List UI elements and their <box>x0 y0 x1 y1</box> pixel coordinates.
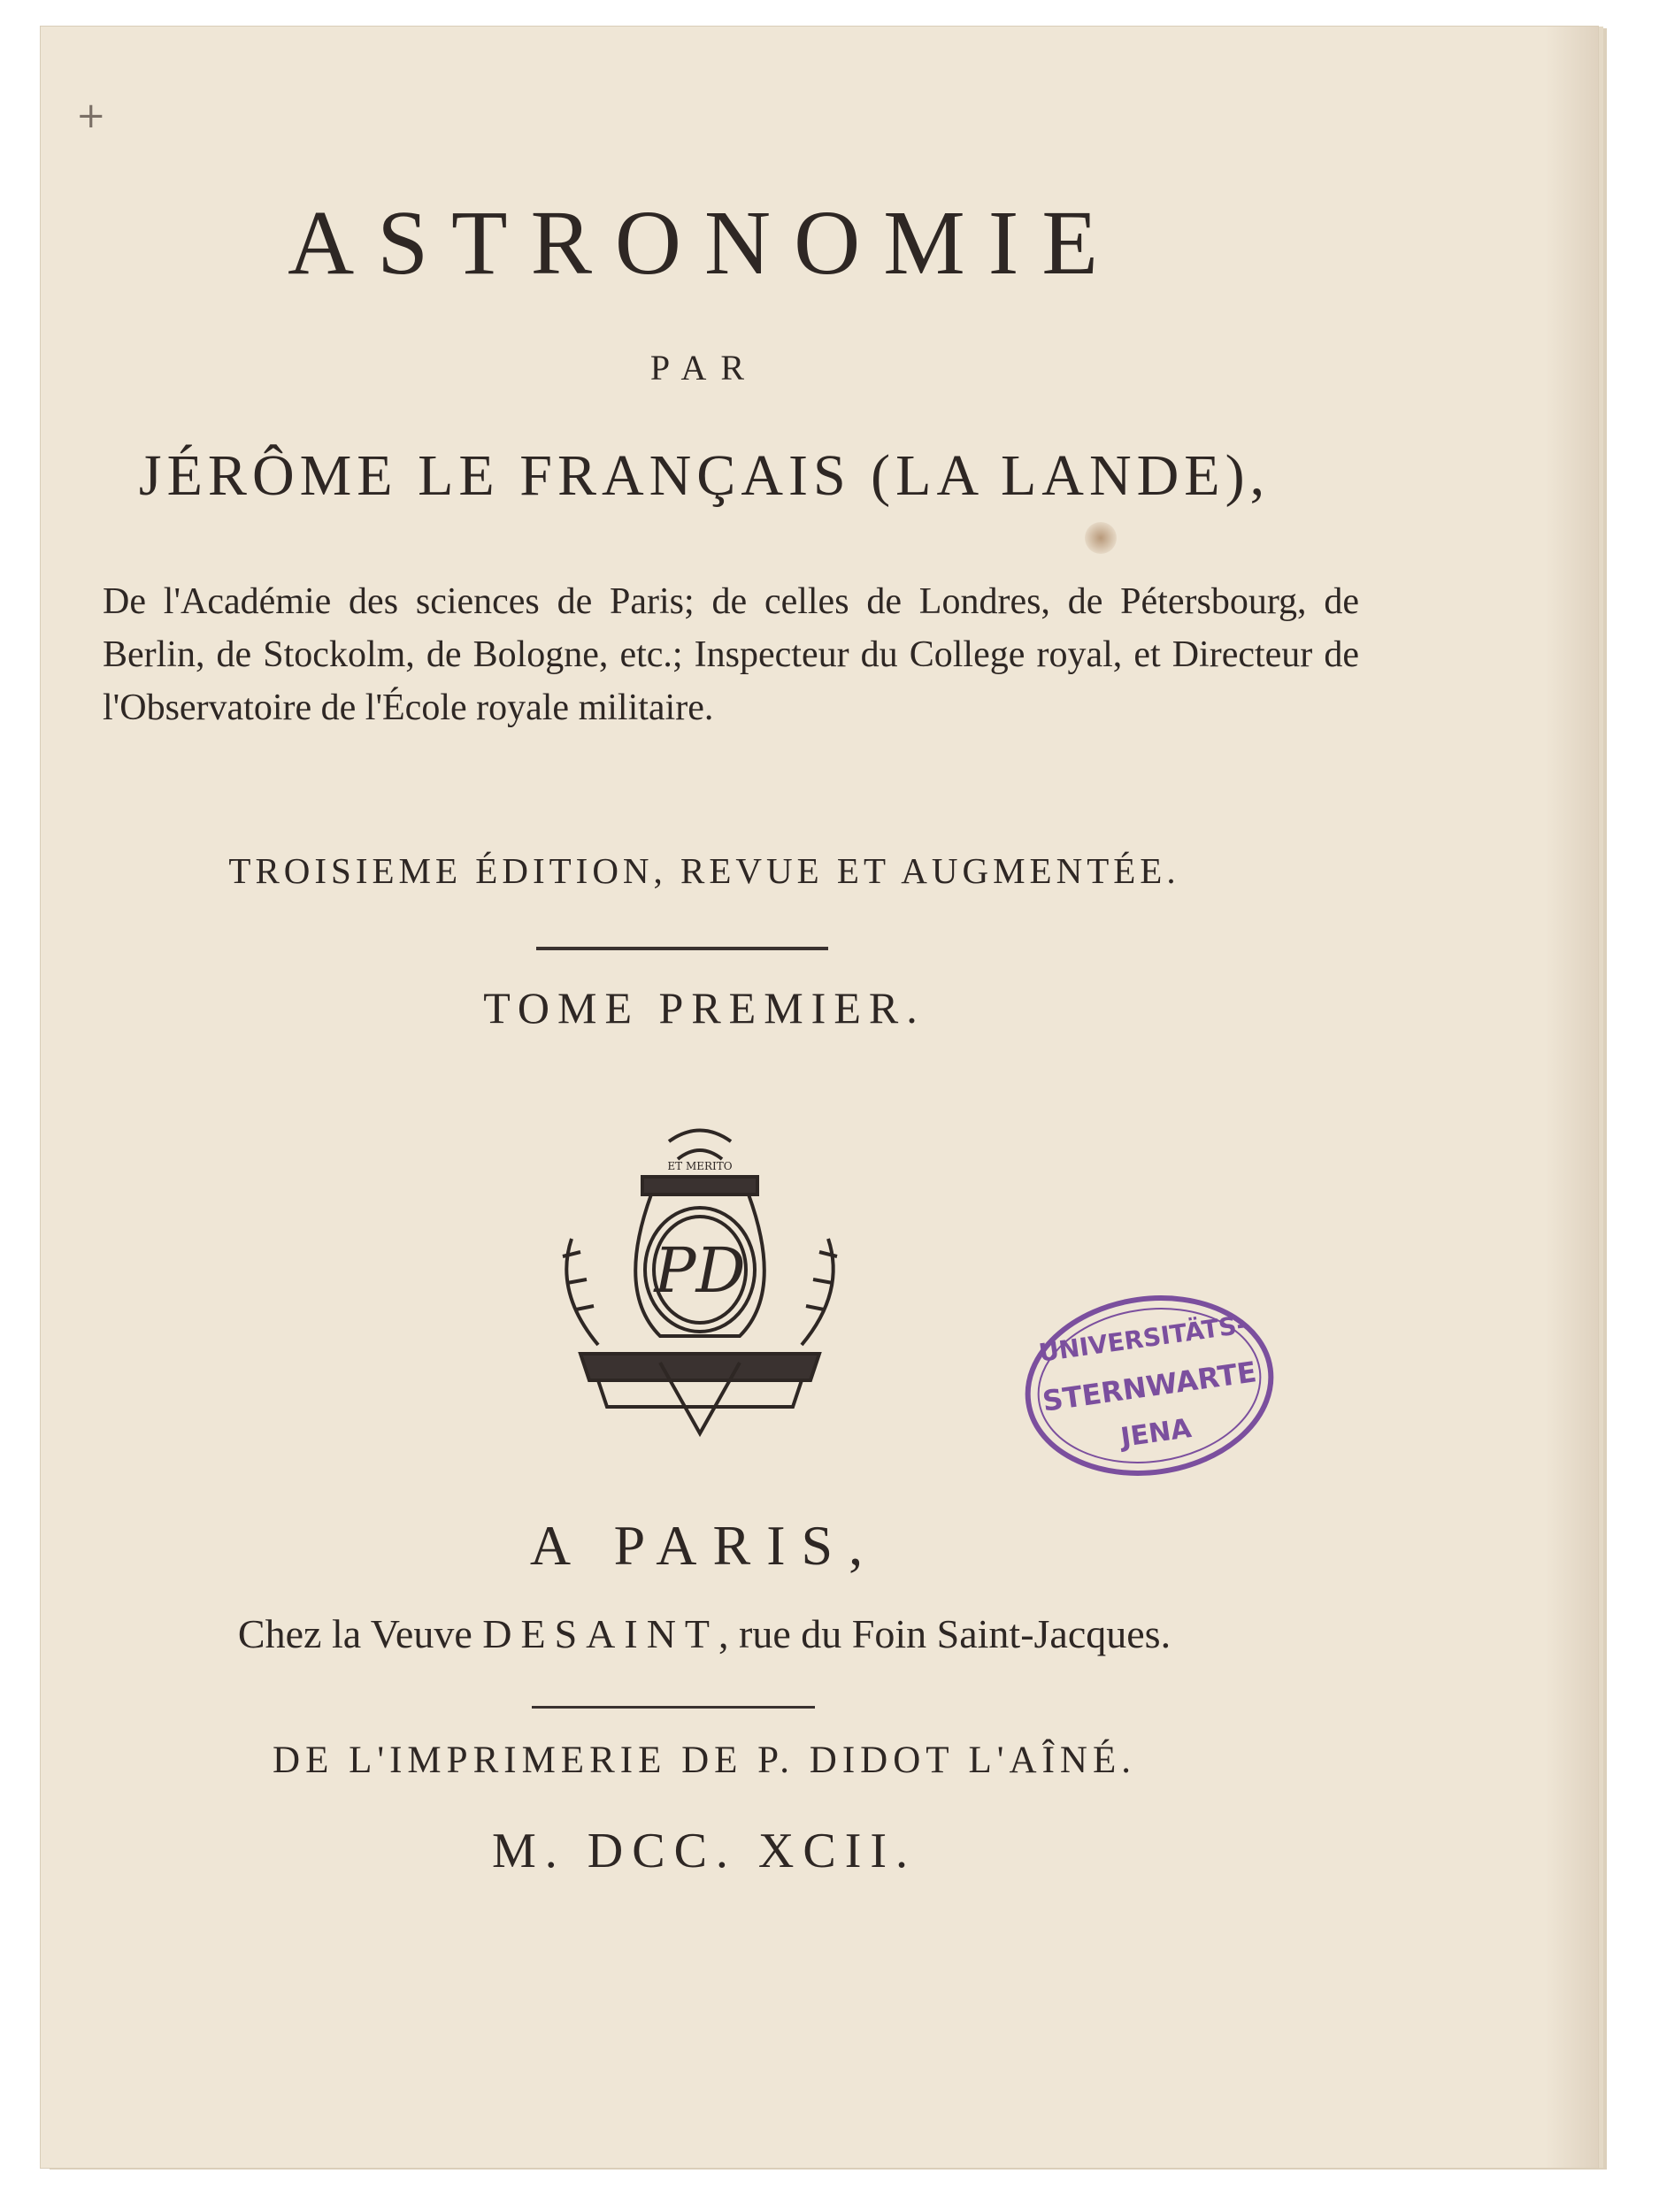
by-line: PAR <box>649 348 759 388</box>
title-page <box>41 27 1598 2168</box>
edition-statement: TROISIEME ÉDITION, REVUE ET AUGMENTÉE. <box>228 850 1180 891</box>
publisher-prefix: Chez la Veuve <box>237 1611 483 1656</box>
stamp-line-1: UNIVERSITÄTS- <box>1036 1310 1249 1368</box>
author-name: JÉRÔME LE FRANÇAIS (LA LANDE), <box>138 443 1271 508</box>
publication-year: M. DCC. XCII. <box>491 1824 918 1878</box>
emblem-banner: ET MERITO <box>667 1160 733 1172</box>
library-stamp <box>1010 1275 1290 1496</box>
publisher-suffix: , rue du Foin Saint-Jacques. <box>718 1611 1172 1656</box>
author-description: De l'Académie des sciences de Paris; de celles de Londres, de Pétersbourg, de Berlin, de Stockolm, de Bologne, etc.; Inspecteur du College royal, et Directeur de l'Observatoire de l'École royale militaire. <box>103 581 1359 728</box>
divider-rule <box>532 1706 815 1709</box>
divider-rule <box>536 947 828 950</box>
emblem-monogram: PD <box>654 1234 746 1307</box>
stamp-line-3: JENA <box>1118 1413 1194 1454</box>
pencil-mark: + <box>76 96 106 136</box>
book-title: ASTRONOMIE <box>288 192 1121 294</box>
volume-statement: TOME PREMIER. <box>483 983 926 1033</box>
publisher-name: DESAINT <box>482 1611 719 1656</box>
printer-emblem-icon <box>545 1115 855 1460</box>
stamp-line-2: STERNWARTE <box>1040 1355 1259 1418</box>
publisher-line <box>41 1610 1368 1657</box>
printer-line: DE L'IMPRIMERIE DE P. DIDOT L'AÎNÉ. <box>273 1740 1136 1781</box>
foxing-spot <box>1085 522 1117 554</box>
imprint-city: A PARIS, <box>529 1514 880 1577</box>
